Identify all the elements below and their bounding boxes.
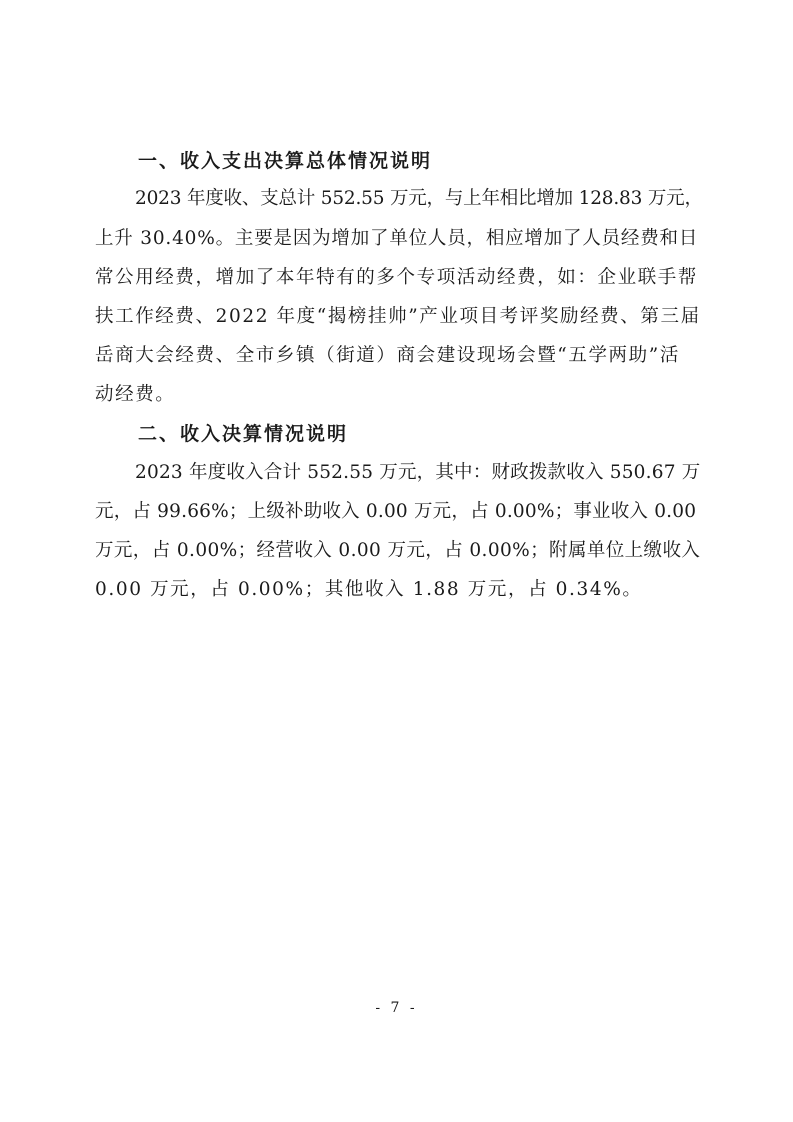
section-1-line-6: 动经费。 (95, 384, 176, 405)
section-1-line-5: 岳商大会经费、全市乡镇（街道）商会建设现场会暨“五学两助”活 (95, 345, 680, 366)
section-1-line-1: 2023 年度收、支总计 552.55 万元，与上年相比增加 128.83 万元， (135, 188, 703, 209)
section-1-line-2: 上升 30.40%。主要是因为增加了单位人员，相应增加了人员经费和日 (95, 228, 699, 249)
section-1-line-3: 常公用经费，增加了本年特有的多个专项活动经费，如：企业联手帮 (95, 267, 699, 288)
section-1-heading: 一、收入支出决算总体情况说明 (138, 150, 433, 172)
section-2-line-1: 2023 年度收入合计 552.55 万元，其中：财政拨款收入 550.67 万 (135, 462, 701, 483)
section-1-line-4: 扶工作经费、2022 年度“揭榜挂帅”产业项目考评奖励经费、第三届 (95, 306, 701, 327)
section-2-line-2: 元，占 99.66%；上级补助收入 0.00 万元，占 0.00%；事业收入 0.00 (95, 501, 697, 522)
section-2-heading: 二、收入决算情况说明 (138, 423, 349, 445)
section-2-line-3: 万元，占 0.00%；经营收入 0.00 万元，占 0.00%；附属单位上缴收入 (95, 540, 701, 561)
page-number: - 7 - (375, 1000, 418, 1016)
section-2-line-4: 0.00 万元，占 0.00%；其他收入 1.88 万元，占 0.34%。 (95, 579, 643, 600)
